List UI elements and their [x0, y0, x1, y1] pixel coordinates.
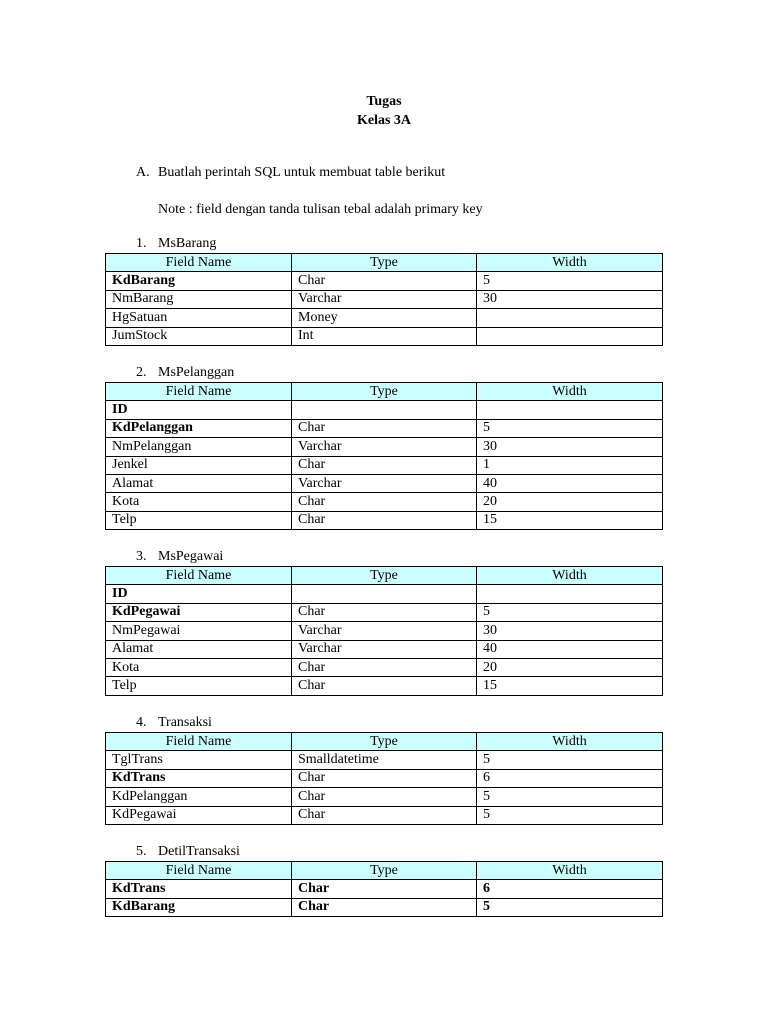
table-heading [136, 548, 662, 566]
cell-field-name: KdBarang [106, 898, 292, 916]
column-header-type: Type [292, 567, 477, 585]
cell-width: 30 [477, 290, 663, 308]
table-row [106, 658, 663, 676]
cell-width [477, 327, 663, 345]
table-block-mspelanggan [105, 364, 662, 530]
table-header-row [106, 383, 663, 401]
column-header-field-name: Field Name [106, 383, 292, 401]
table-row [106, 677, 663, 695]
column-header-width: Width [477, 383, 663, 401]
table-name: MsPelanggan [158, 365, 235, 380]
cell-field-name: Kota [106, 658, 292, 676]
column-header-field-name: Field Name [106, 567, 292, 585]
table-row [106, 751, 663, 769]
cell-field-name: JumStock [106, 327, 292, 345]
cell-width: 5 [477, 603, 663, 621]
table-number: 1. [136, 236, 147, 251]
table-row [106, 788, 663, 806]
cell-field-name: KdBarang [106, 272, 292, 290]
doc-subtitle: Kelas 3A [356, 113, 412, 128]
table-heading [136, 235, 662, 253]
doc-title: Tugas [366, 94, 402, 109]
cell-width [477, 309, 663, 327]
cell-type: Char [292, 419, 477, 437]
table-row [106, 640, 663, 658]
cell-width: 30 [477, 438, 663, 456]
column-header-field-name: Field Name [106, 733, 292, 751]
table-heading [136, 843, 662, 861]
cell-width: 40 [477, 640, 663, 658]
table-row [106, 456, 663, 474]
table-header-row [106, 567, 663, 585]
cell-width: 30 [477, 622, 663, 640]
cell-field-name: KdTrans [106, 880, 292, 898]
table-row [106, 880, 663, 898]
cell-width: 20 [477, 493, 663, 511]
cell-field-name: Jenkel [106, 456, 292, 474]
table-number: 4. [136, 715, 147, 730]
cell-type: Char [292, 658, 477, 676]
cell-field-name: HgSatuan [106, 309, 292, 327]
cell-field-name: TglTrans [106, 751, 292, 769]
table-number: 5. [136, 844, 147, 859]
table-row [106, 898, 663, 916]
cell-field-name: KdPelanggan [106, 788, 292, 806]
column-header-field-name: Field Name [106, 862, 292, 880]
cell-type: Smalldatetime [292, 751, 477, 769]
cell-width: 5 [477, 419, 663, 437]
table-row [106, 438, 663, 456]
cell-type [292, 585, 477, 603]
cell-field-name: KdPelanggan [106, 419, 292, 437]
table-name: DetilTransaksi [158, 844, 240, 859]
cell-width: 5 [477, 272, 663, 290]
column-header-type: Type [292, 254, 477, 272]
column-header-width: Width [477, 862, 663, 880]
schema-table [105, 732, 663, 825]
cell-type: Char [292, 272, 477, 290]
table-block-msbarang [105, 235, 662, 346]
section-a [136, 164, 445, 182]
table-row [106, 290, 663, 308]
schema-table [105, 382, 663, 530]
cell-width: 5 [477, 751, 663, 769]
column-header-type: Type [292, 733, 477, 751]
table-name: Transaksi [158, 715, 212, 730]
cell-type: Varchar [292, 622, 477, 640]
cell-field-name: Telp [106, 677, 292, 695]
cell-type: Char [292, 806, 477, 824]
table-row [106, 603, 663, 621]
table-heading [136, 714, 662, 732]
column-header-field-name: Field Name [106, 254, 292, 272]
cell-width: 15 [477, 511, 663, 529]
cell-type: Char [292, 880, 477, 898]
table-name: MsPegawai [158, 549, 224, 564]
cell-type [292, 401, 477, 419]
table-header-row [106, 254, 663, 272]
note-text: Note : field dengan tanda tulisan tebal adalah primary key [158, 202, 483, 217]
cell-type: Varchar [292, 640, 477, 658]
cell-field-name: ID [106, 585, 292, 603]
table-number: 2. [136, 365, 147, 380]
schema-table [105, 253, 663, 346]
cell-type: Char [292, 677, 477, 695]
table-row [106, 511, 663, 529]
cell-field-name: Alamat [106, 474, 292, 492]
table-row [106, 585, 663, 603]
cell-width [477, 401, 663, 419]
table-row [106, 309, 663, 327]
column-header-type: Type [292, 383, 477, 401]
cell-type: Varchar [292, 474, 477, 492]
cell-width: 6 [477, 880, 663, 898]
cell-type: Char [292, 788, 477, 806]
cell-width: 6 [477, 769, 663, 787]
cell-field-name: NmPelanggan [106, 438, 292, 456]
table-row [106, 401, 663, 419]
table-row [106, 272, 663, 290]
cell-type: Varchar [292, 290, 477, 308]
cell-width: 40 [477, 474, 663, 492]
table-row [106, 327, 663, 345]
table-name: MsBarang [158, 236, 217, 251]
table-number: 3. [136, 549, 147, 564]
table-row [106, 622, 663, 640]
column-header-width: Width [477, 733, 663, 751]
section-a-text: Buatlah perintah SQL untuk membuat table berikut [158, 165, 446, 180]
cell-field-name: KdTrans [106, 769, 292, 787]
section-a-letter: A. [136, 165, 150, 180]
column-header-width: Width [477, 254, 663, 272]
cell-type: Money [292, 309, 477, 327]
table-row [106, 474, 663, 492]
cell-type: Char [292, 603, 477, 621]
cell-width: 5 [477, 898, 663, 916]
table-row [106, 419, 663, 437]
schema-table [105, 861, 663, 917]
cell-type: Char [292, 511, 477, 529]
table-block-mspegawai [105, 548, 662, 696]
column-header-width: Width [477, 567, 663, 585]
cell-type: Char [292, 898, 477, 916]
cell-field-name: NmPegawai [106, 622, 292, 640]
column-header-type: Type [292, 862, 477, 880]
table-header-row [106, 733, 663, 751]
schema-table [105, 566, 663, 696]
cell-type: Char [292, 493, 477, 511]
table-row [106, 493, 663, 511]
cell-type: Varchar [292, 438, 477, 456]
table-row [106, 806, 663, 824]
cell-field-name: KdPegawai [106, 603, 292, 621]
table-header-row [106, 862, 663, 880]
cell-field-name: KdPegawai [106, 806, 292, 824]
cell-width: 15 [477, 677, 663, 695]
cell-field-name: Telp [106, 511, 292, 529]
cell-width: 20 [477, 658, 663, 676]
table-block-transaksi [105, 714, 662, 825]
cell-width [477, 585, 663, 603]
cell-width: 1 [477, 456, 663, 474]
cell-type: Int [292, 327, 477, 345]
cell-field-name: Kota [106, 493, 292, 511]
table-heading [136, 364, 662, 382]
table-row [106, 769, 663, 787]
cell-field-name: NmBarang [106, 290, 292, 308]
cell-field-name: Alamat [106, 640, 292, 658]
cell-type: Char [292, 769, 477, 787]
cell-type: Char [292, 456, 477, 474]
table-block-detiltransaksi [105, 843, 662, 917]
cell-width: 5 [477, 806, 663, 824]
cell-field-name: ID [106, 401, 292, 419]
cell-width: 5 [477, 788, 663, 806]
